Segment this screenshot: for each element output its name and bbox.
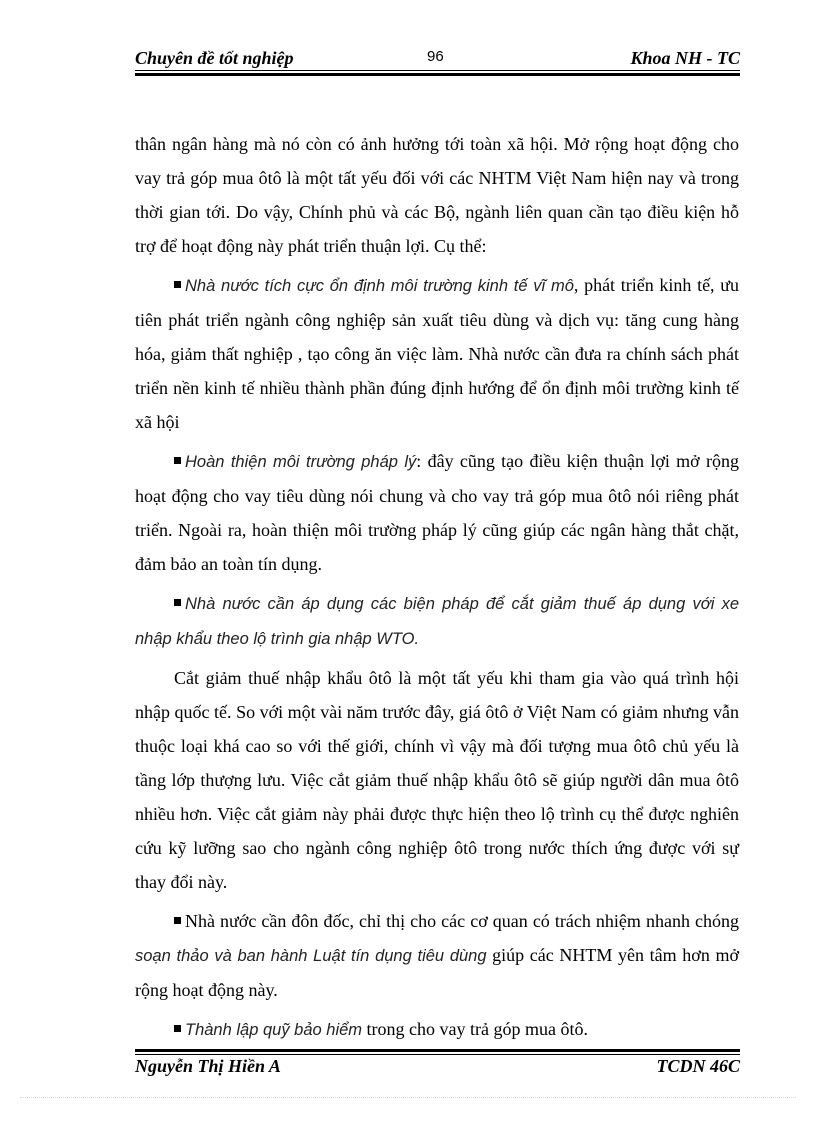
paragraph-tax-explanation: Cắt giảm thuế nhập khẩu ôtô là một tất yếu khi tham gia vào quá trình hội nhập quốc tế. So với một vài năm trước đây, giá ôtô ở Việt Nam có giảm nhưng vẫn thuộc loại khá cao so với thế giới, chính vì vậy mà đối tượng mua ôtô chủ yếu là tầng lớp thượng lưu. Việc cắt giảm thuế nhập khẩu ôtô sẽ giúp người dân mua ôtô nhiều hơn. Việc cắt giảm này phải được thực hiện theo lộ trình cụ thể được nghiên cứu kỹ lưỡng sao cho ngành công nghiệp ôtô trong nước thích ứng được với sự thay đổi này.: [135, 668, 739, 892]
bullet-text-pre: Nhà nước cần đôn đốc, chỉ thị cho các cơ quan có trách nhiệm nhanh chóng: [185, 911, 739, 931]
bullet-emphasis: Thành lập quỹ bảo hiểm: [185, 1021, 363, 1039]
bullet-emphasis: soạn thảo và ban hành Luật tín dụng tiêu dùng: [135, 947, 487, 965]
page-bottom-dotted-border: [20, 1097, 796, 1098]
page-number: 96: [427, 48, 444, 65]
header-department: Khoa NH - TC: [630, 48, 740, 68]
square-bullet-icon: [174, 281, 181, 288]
bullet-item-macro-stability: [135, 268, 739, 439]
bullet-item-consumer-credit-law: [135, 904, 739, 1007]
bullet-text: giúp các NHTM yên tâm hơn mở rộng hoạt động này.: [135, 945, 739, 1000]
bullet-item-legal-environment: [135, 444, 739, 581]
footer-class-code: TCDN 46C: [656, 1056, 740, 1076]
footer-author: Nguyễn Thị Hiền A: [135, 1056, 281, 1076]
document-body: [135, 127, 739, 1052]
paragraph-intro: thân ngân hàng mà nó còn có ảnh hưởng tới toàn xã hội. Mở rộng hoạt động cho vay trả góp mua ôtô là một tất yếu đối với các NHTM Việt Nam hiện nay và trong thời gian tới. Do vậy, Chính phủ và các Bộ, ngành liên quan cần tạo điều kiện hỗ trợ để hoạt động này phát triển thuận lợi. Cụ thể:: [135, 134, 739, 256]
bullet-emphasis: Nhà nước cần áp dụng các biện pháp để cắt giảm thuế áp dụng với xe nhập khẩu theo lộ trình gia nhập WTO.: [135, 595, 739, 648]
square-bullet-icon: [174, 1025, 181, 1032]
footer-rule-thin: [135, 1054, 740, 1055]
footer-rule-thick: [135, 1049, 740, 1052]
bullet-item-tax-cut: [135, 586, 739, 656]
square-bullet-icon: [174, 917, 181, 924]
bullet-item-insurance-fund: [135, 1012, 739, 1047]
page-footer: [135, 1056, 740, 1080]
bullet-text: trong cho vay trả góp mua ôtô.: [362, 1019, 588, 1039]
header-rule-thin: [135, 70, 740, 71]
bullet-emphasis: Hoàn thiện môi trường pháp lý: [185, 453, 417, 471]
bullet-text: : đây cũng tạo điều kiện thuận lợi mở rộng hoạt động cho vay tiêu dùng nói chung và cho vay trả góp mua ôtô nói riêng phát triển. Ngoài ra, hoàn thiện môi trường pháp lý cũng giúp các ngân hàng thắt chặt, đảm bảo an toàn tín dụng.: [135, 451, 740, 574]
header-title: Chuyên đề tốt nghiệp: [135, 48, 294, 68]
square-bullet-icon: [174, 599, 181, 606]
bullet-text: , phát triển kinh tế, ưu tiên phát triển ngành công nghiệp sản xuất tiêu dùng và dịch vụ: tăng cung hàng hóa, giảm thất nghiệp , tạo công ăn việc làm. Nhà nước cần đưa ra chính sách phát triển nền kinh tế nhiều thành phần đúng định hướng để ổn định môi trường kinh tế xã hội: [135, 275, 739, 432]
bullet-emphasis: Nhà nước tích cực ổn định môi trường kinh tế vĩ mô: [185, 277, 574, 295]
header-rule-thick: [135, 73, 740, 76]
square-bullet-icon: [174, 457, 181, 464]
page-header: [135, 46, 740, 70]
